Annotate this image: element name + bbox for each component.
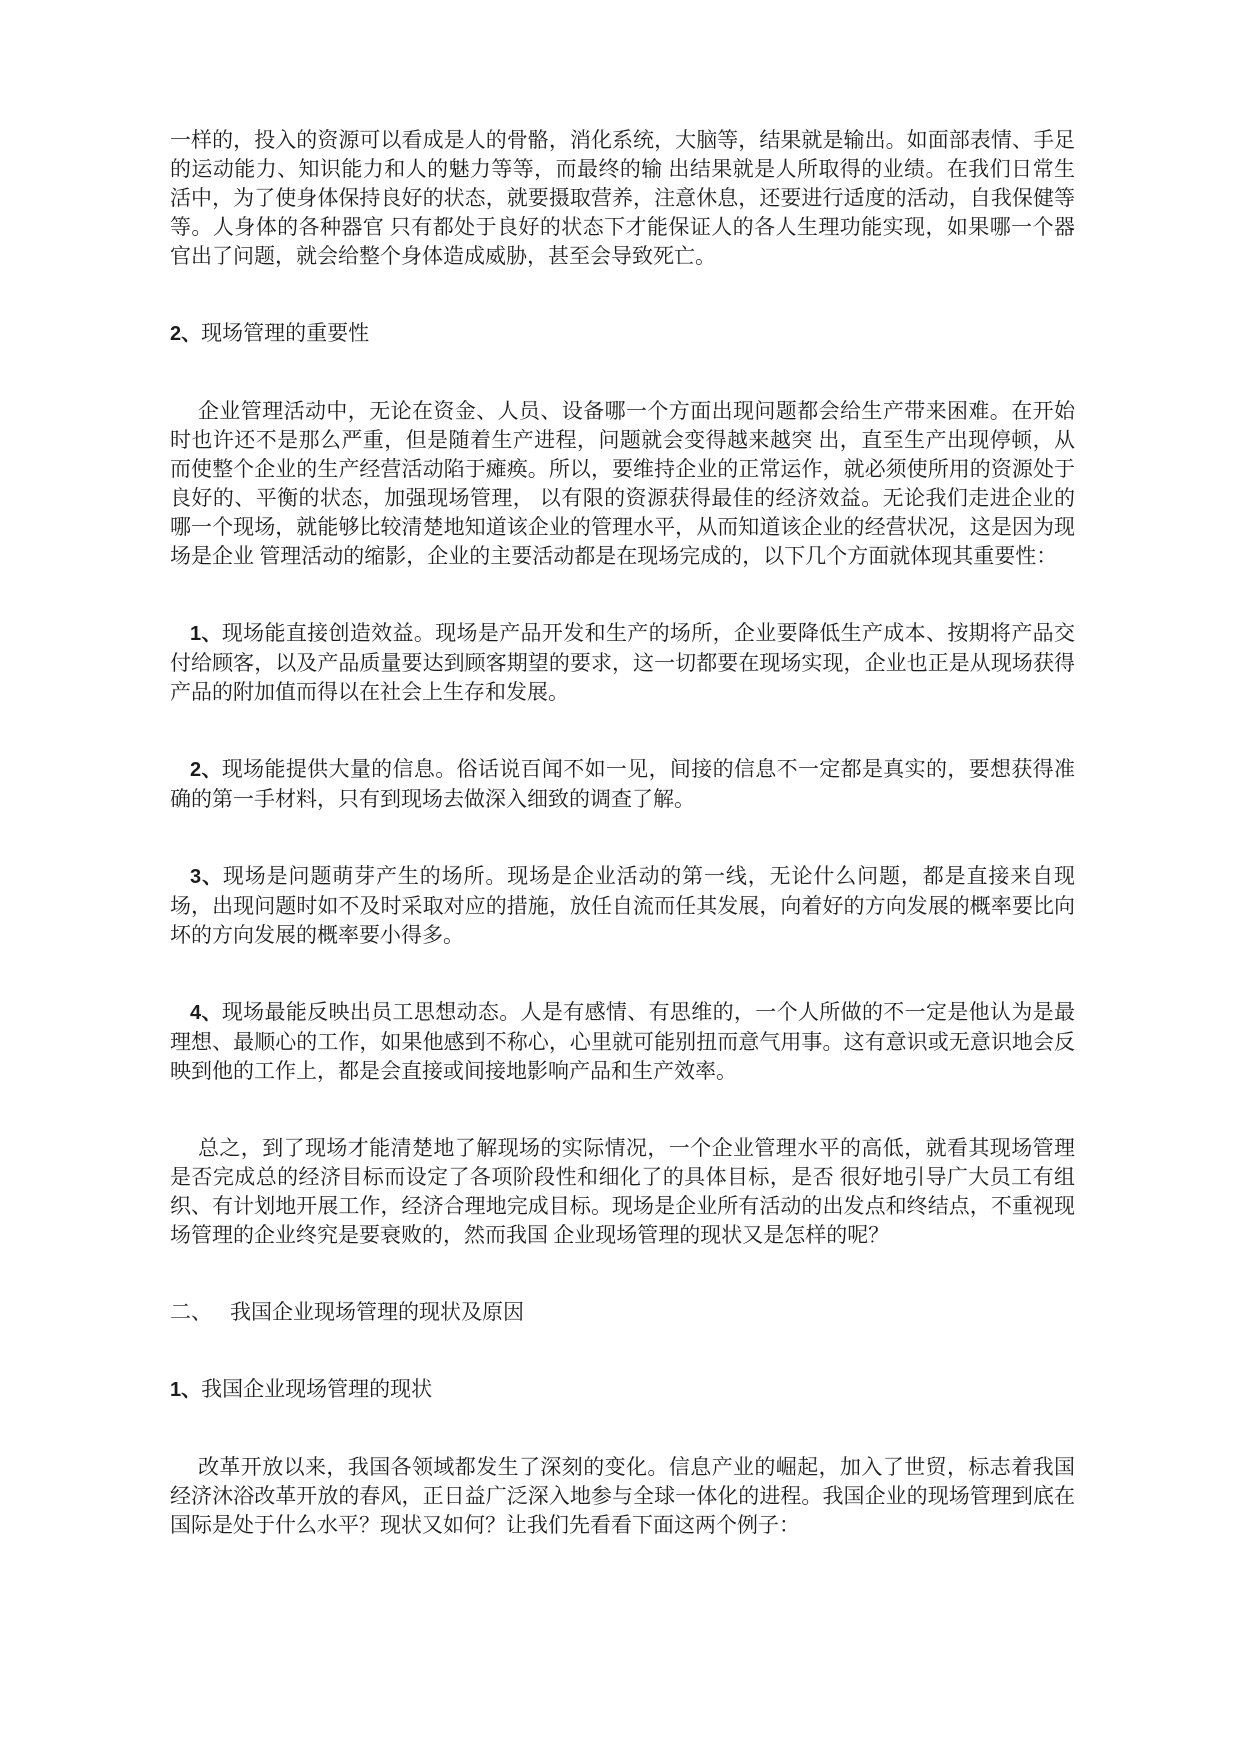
list-number: 4、 [190, 1002, 222, 1024]
list-paragraph-benefit [170, 619, 1075, 707]
list-text: 现场最能反映出员工思想动态。人是有感情、有思维的，一个人所做的不一定是他认为是最理想、最顺心的工作，如果他感到不称心，心里就可能别扭而意气用事。这有意识或无意识地会反映到他的工作上，都是会直接或间接地影响产品和生产效率。 [170, 1000, 1076, 1083]
heading-number: 1、 [170, 1379, 202, 1401]
list-paragraph-problems [170, 862, 1075, 950]
paragraph-continuation: 一样的，投入的资源可以看成是人的骨骼，消化系统，大脑等，结果就是输出。如面部表情、手足的运动能力、知识能力和人的魅力等等，而最终的输 出结果就是人所取得的业绩。在我们日常生活中，为了使身体保持良好的状态，就要摄取营养，注意休息，还要进行适度的活动，自我保健等等。人身体的各种器官 只有都处于良好的状态下才能保证人的各人生理功能实现，如果哪一个器官出了问题，就会给整个身体造成威胁，甚至会导致死亡。 [170, 128, 1075, 268]
list-paragraph-information [170, 755, 1075, 814]
heading-number: 二、 [170, 1300, 212, 1324]
heading-number: 2、 [170, 323, 202, 345]
list-text: 现场是问题萌芽产生的场所。现场是企业活动的第一线，无论什么问题，都是直接来自现场，出现问题时如不及时采取对应的措施，放任自流而任其发展，向着好的方向发展的概率要比向坏的方向发展的概率要小得多。 [170, 864, 1076, 947]
heading-text: 我国企业现场管理的现状及原因 [230, 1300, 524, 1324]
list-number: 1、 [190, 623, 222, 645]
heading-text: 我国企业现场管理的现状 [201, 1377, 433, 1401]
list-text: 现场能直接创造效益。现场是产品开发和生产的场所，企业要降低生产成本、按期将产品交付给顾客，以及产品质量要达到顾客期望的要求，这一切都要在现场实现，企业也正是从现场获得产品的附加值而得以在社会上生存和发展。 [170, 621, 1076, 704]
list-paragraph-morale [170, 998, 1075, 1086]
heading-importance [170, 319, 1075, 349]
list-number: 3、 [190, 866, 223, 888]
list-text: 现场能提供大量的信息。俗话说百闻不如一见，间接的信息不一定都是真实的，要想获得准确的第一手材料，只有到现场去做深入细致的调查了解。 [170, 757, 1076, 811]
heading-text: 现场管理的重要性 [201, 321, 370, 345]
list-number: 2、 [190, 759, 222, 781]
heading-section2 [170, 1298, 1075, 1327]
paragraph-summary: 总之，到了现场才能清楚地了解现场的实际情况，一个企业管理水平的高低，就看其现场管理是否完成总的经济目标而设定了各项阶段性和细化了的具体目标，是否 很好地引导广大员工有组织、有计划地开展工作，经济合理地完成目标。现场是企业所有活动的出发点和终结点，不重视现场管理的企业终究是要衰败的，然而我国 企业现场管理的现状又是怎样的呢？ [170, 1136, 1075, 1247]
paragraph-management: 企业管理活动中，无论在资金、人员、设备哪一个方面出现问题都会给生产带来困难。在开始时也许还不是那么严重，但是随着生产进程，问题就会变得越来越突 出，直至生产出现停顿，从而使整个企业的生产经营活动陷于瘫痪。所以，要维持企业的正常运作，就必须使所用的资源处于良好的、平衡的状态，加强现场管理， 以有限的资源获得最佳的经济效益。无论我们走进企业的哪一个现场，就能够比较清楚地知道该企业的管理水平，从而知道该企业的经营状况，这是因为现场是企业 管理活动的缩影，企业的主要活动都是在现场完成的，以下几个方面就体现其重要性： [170, 399, 1075, 568]
heading-status [170, 1375, 1075, 1405]
paragraph-reform: 改革开放以来，我国各领域都发生了深刻的变化。信息产业的崛起，加入了世贸，标志着我国经济沐浴改革开放的春风，正日益广泛深入地参与全球一体化的进程。我国企业的现场管理到底在国际是处于什么水平？现状又如何？让我们先看看下面这两个例子： [170, 1455, 1075, 1537]
